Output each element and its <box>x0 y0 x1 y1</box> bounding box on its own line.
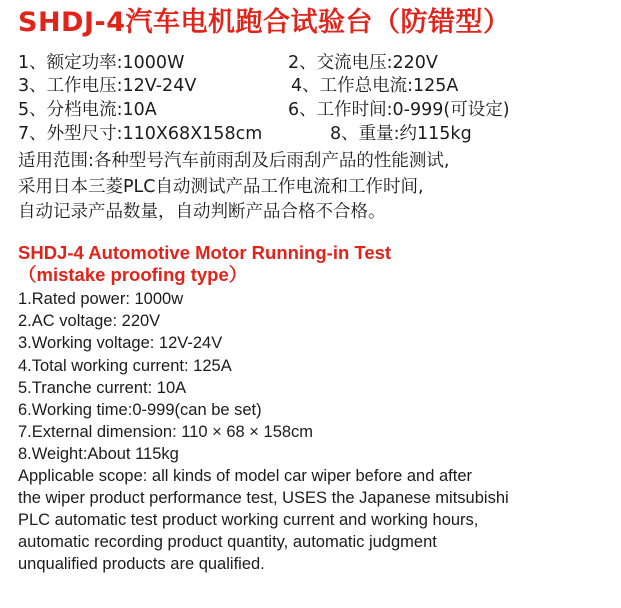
en-scope-line: PLC automatic test product working current and working hours, <box>18 511 479 529</box>
cn-spec-total-current: 4、工作总电流:125A <box>291 76 459 96</box>
en-spec-weight: 8.Weight:About 115kg <box>18 445 179 463</box>
cn-scope-line: 适用范围:各种型号汽车前雨刮及后雨刮产品的性能测试, <box>18 151 450 171</box>
en-spec-rated-power: 1.Rated power: 1000w <box>18 290 184 308</box>
en-spec-ac-voltage: 2.AC voltage: 220V <box>18 312 161 330</box>
cn-spec-weight: 8、重量:约115kg <box>330 124 472 144</box>
cn-spec-dimension: 7、外型尺寸:110X68X158cm <box>18 124 263 144</box>
en-scope-line: Applicable scope: all kinds of model car wiper before and after <box>18 467 472 485</box>
cn-spec-ac-voltage: 2、交流电压:220V <box>288 53 438 73</box>
english-title: SHDJ-4 Automotive Motor Running-in Test <box>18 242 392 263</box>
cn-scope-line: 自动记录产品数量，自动判断产品合格不合格。 <box>18 202 386 222</box>
en-spec-tranche-current: 5.Tranche current: 10A <box>18 379 187 397</box>
en-scope-line: unqualified products are qualified. <box>18 555 265 573</box>
en-spec-working-time: 6.Working time:0-999(can be set) <box>18 401 262 419</box>
cn-spec-rated-power: 1、额定功率:1000W <box>18 53 185 73</box>
cn-spec-working-voltage: 3、工作电压:12V-24V <box>18 76 197 96</box>
cn-spec-tranche-current: 5、分档电流:10A <box>18 100 157 120</box>
en-spec-total-current: 4.Total working current: 125A <box>18 357 232 375</box>
en-spec-dimension: 7.External dimension: 110 × 68 × 158cm <box>18 423 314 441</box>
cn-scope-line: 采用日本三菱PLC自动测试产品工作电流和工作时间, <box>18 177 424 197</box>
english-subtitle: （mistake proofing type） <box>18 264 248 285</box>
en-scope-line: automatic recording product quantity, automatic judgment <box>18 533 437 551</box>
en-scope-line: the wiper product performance test, USES the Japanese mitsubishi <box>18 489 509 507</box>
cn-spec-working-time: 6、工作时间:0-999(可设定) <box>288 100 510 120</box>
en-spec-working-voltage: 3.Working voltage: 12V-24V <box>18 334 223 352</box>
chinese-title: SHDJ-4汽车电机跑合试验台（防错型） <box>18 7 511 38</box>
